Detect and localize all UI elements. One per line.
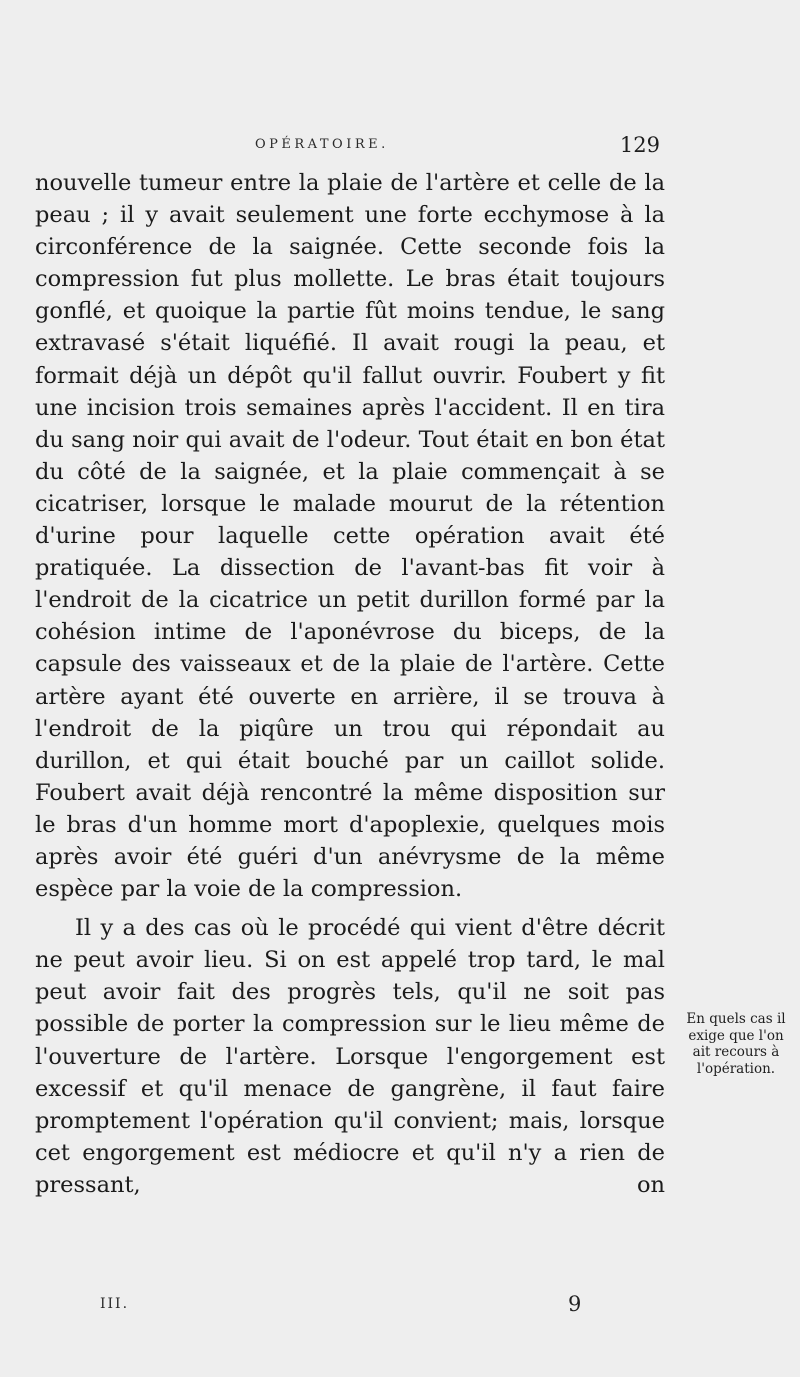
body-text — [35, 167, 665, 1201]
sheet-number: 9 — [568, 1292, 582, 1316]
page-header — [30, 133, 670, 163]
paragraph-2: Il y a des cas où le procédé qui vient d'être décrit ne peut avoir lieu. Si on est appelé trop tard, le mal peut avoir fait des progrès tels, qu'il ne soit pas possible de porter la compression sur le lieu même de l'ouverture de l'artère. Lorsque l'engorgement est excessif et qu'il menace de gangrène, il faut faire promptement l'opération qu'il convient; mais, lorsque cet engorgement est médiocre et qu'il n'y a rien de pressant, on — [35, 915, 665, 1198]
running-head: OPÉRATOIRE. — [255, 137, 389, 152]
paragraph-1: nouvelle tumeur entre la plaie de l'artère et celle de la peau ; il y avait seulement une forte ecchymose à la circonférence de la saignée. Cette seconde fois la compression fut plus mollette. Le bras était toujours gonflé, et quoique la partie fût moins tendue, le sang extravasé s'était liquéfié. Il avait rougi la peau, et formait déjà un dépôt qu'il fallut ouvrir. Foubert y fit une incision trois semaines après l'accident. Il en tira du sang noir qui avait de l'odeur. Tout était en bon état du côté de la saignée, et la plaie commençait à se cicatriser, lorsque le malade mourut de la rétention d'urine pour laquelle cette opération avait été pratiquée. La dissection de l'avant-bas fit voir à l'endroit de la cicatrice un petit durillon formé par la cohésion intime de l'aponévrose du biceps, de la capsule des vaisseaux et de la plaie de l'artère. Cette artère ayant été ouverte en arrière, il se trouva à l'endroit de la piqûre un trou qui répondait au durillon, et qui était bouché par un caillot solide. Foubert avait déjà rencontré la même disposition sur le bras d'un homme mort d'apoplexie, quelques mois après avoir été guéri d'un anévrysme de la même espèce par la voie de la compression. — [35, 170, 665, 903]
signature-mark: III. — [100, 1296, 130, 1312]
margin-note: En quels cas il exige que l'on ait recours à l'opération. — [686, 1011, 786, 1077]
show-through-top-right — [690, 262, 790, 276]
page-number: 129 — [619, 133, 660, 157]
